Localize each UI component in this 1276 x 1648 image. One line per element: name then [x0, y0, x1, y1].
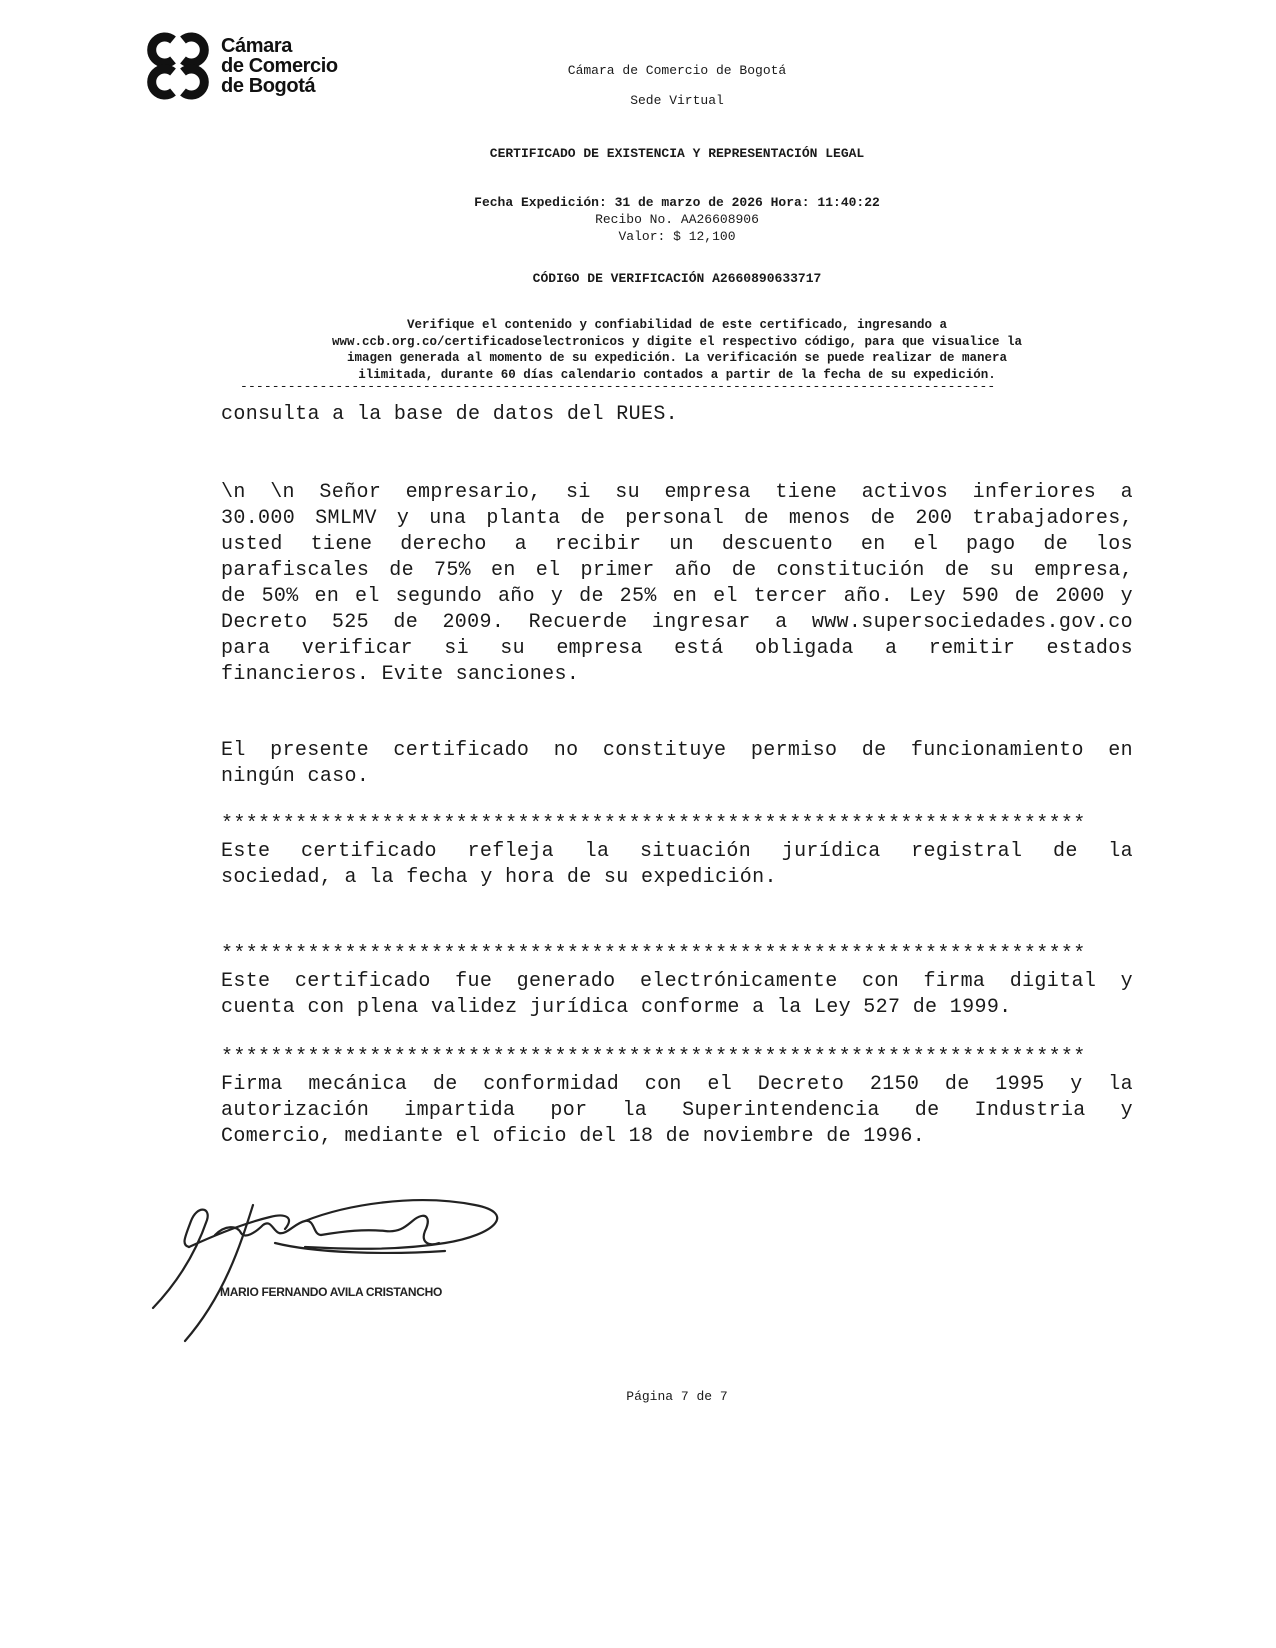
verification-notice-line: ilimitada, durante 60 días calendario contados a partir de la fecha de su expedición.	[358, 367, 996, 382]
paragraph-line: Este certificado fue generado electrónicamente con firma digital y	[221, 970, 1133, 993]
paragraph-empresario-notice	[221, 480, 1133, 688]
handwritten-signature	[145, 1195, 515, 1345]
verification-notice-line: imagen generada al momento de su expedición. La verificación se puede realizar de manera	[346, 351, 1008, 365]
logo-line-2: de Comercio	[221, 55, 338, 77]
verification-notice	[230, 317, 1124, 383]
paragraph-line: autorización impartida por la Superintendencia de Industria y	[221, 1099, 1133, 1122]
paragraph-line: Este certificado refleja la situación jurídica registral de la	[221, 840, 1133, 863]
channel-name: Sede Virtual	[630, 93, 724, 108]
paragraph-line: Comercio, mediante el oficio del 18 de noviembre de 1996.	[221, 1125, 926, 1148]
certificate-title: CERTIFICADO DE EXISTENCIA Y REPRESENTACIÓN LEGAL	[489, 146, 865, 161]
paragraph-line: Firma mecánica de conformidad con el Decreto 2150 de 1995 y la	[221, 1073, 1133, 1096]
paragraph-line: parafiscales de 75% en el primer año de constitución de su empresa,	[221, 559, 1133, 582]
paragraph-line: sociedad, a la fecha y hora de su expedición.	[221, 866, 777, 889]
logo-line-3: de Bogotá	[221, 75, 316, 97]
paragraph-line: para verificar si su empresa está obligada a remitir estados	[221, 637, 1133, 660]
paragraph-rues	[221, 402, 1133, 428]
separator-stars: **********************************************************************	[221, 1047, 1086, 1069]
verification-notice-line: www.ccb.org.co/certificadoselectronicos y digite el respectivo código, para que visualice la	[331, 334, 1023, 349]
certificate-value: Valor: $ 12,100	[618, 229, 736, 244]
paragraph-line: El presente certificado no constituye permiso de funcionamiento en	[221, 739, 1133, 762]
paragraph-digital-signature	[221, 969, 1133, 1021]
signer-name: MARIO FERNANDO AVILA CRISTANCHO	[220, 1285, 443, 1299]
paragraph-line: financieros. Evite sanciones.	[221, 663, 580, 686]
verification-notice-line: Verifique el contenido y confiabilidad de este certificado, ingresando a	[406, 318, 948, 332]
paragraph-line: usted tiene derecho a recibir un descuento en el pago de los	[221, 533, 1133, 556]
paragraph-line: Decreto 525 de 2009. Recuerde ingresar a www.supersociedades.gov.co	[221, 611, 1133, 634]
page-number: Página 7 de 7	[626, 1389, 728, 1404]
paragraph-legal-situation	[221, 839, 1133, 891]
verification-code: CÓDIGO DE VERIFICACIÓN A2660890633717	[532, 271, 822, 286]
paragraph-line: consulta a la base de datos del RUES.	[221, 403, 679, 426]
separator-stars: **********************************************************************	[221, 944, 1086, 966]
paragraph-line: 30.000 SMLMV y una planta de personal de menos de 200 trabajadores,	[221, 507, 1133, 530]
paragraph-no-permit	[221, 738, 1133, 790]
separator-stars: **********************************************************************	[221, 814, 1086, 836]
logo-line-1: Cámara	[221, 35, 292, 57]
signature-scribble-icon	[145, 1195, 515, 1345]
paragraph-line: \n \n Señor empresario, si su empresa tiene activos inferiores a	[221, 481, 1133, 504]
organization-name: Cámara de Comercio de Bogotá	[567, 63, 787, 78]
paragraph-line: ningún caso.	[221, 765, 370, 788]
issue-datetime: Fecha Expedición: 31 de marzo de 2026 Hora: 11:40:22	[474, 195, 880, 210]
paragraph-line: cuenta con plena validez jurídica conforme a la Ley 527 de 1999.	[221, 996, 1012, 1019]
receipt-number: Recibo No. AA26608906	[595, 212, 759, 227]
paragraph-mechanical-signature	[221, 1072, 1133, 1150]
paragraph-line: de 50% en el segundo año y de 25% en el tercer año. Ley 590 de 2000 y	[221, 585, 1133, 608]
header-divider: -----------------------------------------------------------------------------------------------	[240, 379, 996, 394]
